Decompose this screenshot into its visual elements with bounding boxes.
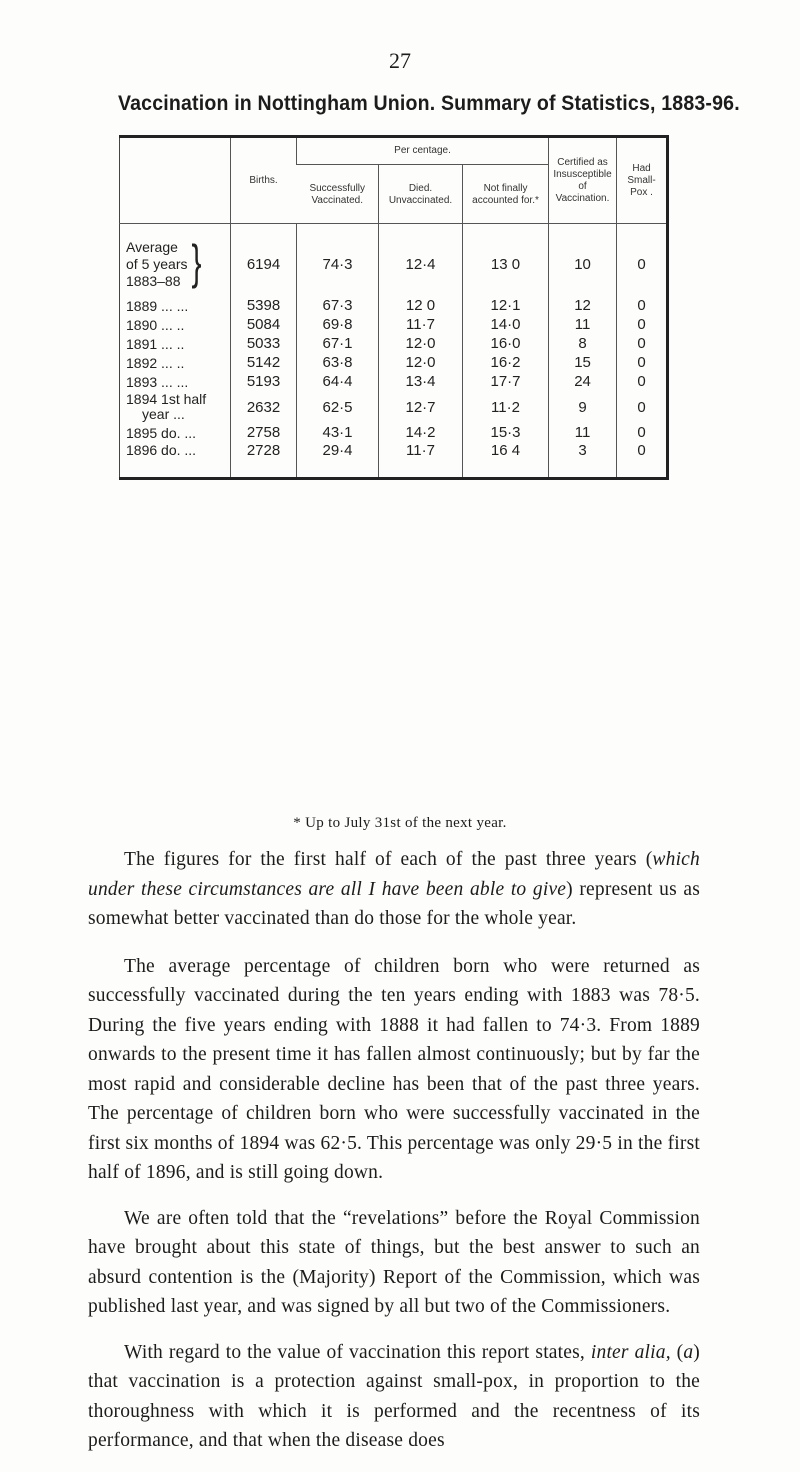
cell-certified: 3 (549, 442, 617, 478)
header-not-finally-accounted: Not finally accounted for.* (463, 165, 549, 224)
table-row-1896 (120, 442, 668, 478)
header-per-centage: Per centage. (297, 137, 549, 165)
row-label: 1889 ... ... (126, 297, 189, 314)
cell-births: 5084 (231, 315, 297, 334)
paragraph-1-start: The figures for the first half of each of the past three years ( (124, 849, 653, 870)
cell-died: 13·4 (379, 372, 463, 391)
paragraph-3: We are often told that the “revelations” before the Royal Commission have brought about this state of things, but the best answer to such an absurd contention is the (Majority) Report of the Commission, which was published last year, and was signed by all but two of the Commissioners. (88, 1207, 700, 1317)
cell-not-accounted: 16·2 (463, 353, 549, 372)
header-successfully-vaccinated: Successfully Vaccinated. (297, 165, 379, 224)
table-row-1895 (120, 423, 668, 442)
header-births: Births. (231, 137, 297, 224)
header-certified: Certified as Insusceptible of Vaccination. (549, 137, 617, 224)
table-header-row (120, 137, 668, 165)
cell-died: 12·0 (379, 353, 463, 372)
page-title: Vaccination in Nottingham Union. Summary of Statistics, 1883-96. (118, 92, 740, 115)
cell-certified: 24 (549, 372, 617, 391)
row-1894-label-line2: year ... (142, 406, 185, 422)
cell-vaccinated: 69·8 (297, 315, 379, 334)
row-label: 1892 ... .. (126, 354, 185, 371)
page-number: 27 (389, 48, 411, 73)
cell-births: 2758 (231, 423, 297, 442)
paragraph-2: The average percentage of children born who were returned as successfully vaccinated during the ten years ending with 1883 was 78·5. During the five years ending with 1888 it had fallen to 74·3. From 1889 onwards to the present time it has fallen almost continuously; but by far the most rapid and considerable decline has been that of the past three years. The percentage of children born who were successfully vaccinated in the first six months of 1894 was 62·5. This percentage was only 29·5 in the first half of 1896, and is still going down. (88, 955, 700, 1183)
body-text (88, 845, 700, 1472)
statistics-table (119, 135, 669, 480)
cell-died: 12·0 (379, 334, 463, 353)
brace-glyph: } (191, 236, 202, 290)
paragraph-1-end: ) represent us as somewhat better vaccinated than do those for the whole year. (88, 878, 701, 929)
paragraph-4-end: ) that vaccination is a protection against small-pox, in proportion to the thoroughness with which it is performed and the recentness of its performance, and that when the disease does (88, 1341, 700, 1451)
cell-died: 14·2 (379, 423, 463, 442)
table-row (120, 353, 668, 372)
cell-certified: 11 (549, 315, 617, 334)
cell-not-accounted: 15·3 (463, 423, 549, 442)
row-label-average (120, 224, 231, 297)
row-label: 1891 ... .. (126, 335, 185, 352)
cell-small-pox: 0 (617, 296, 668, 315)
cell-certified: 15 (549, 353, 617, 372)
cell-died: 11·7 (379, 315, 463, 334)
cell-vaccinated: 43·1 (297, 423, 379, 442)
cell-small-pox: 0 (617, 334, 668, 353)
paragraph-4-clause-a: a (683, 1341, 694, 1363)
cell-certified: 9 (549, 391, 617, 423)
cell-died: 12·4 (379, 224, 463, 297)
paragraph-4-italic: inter alia, (590, 1341, 671, 1363)
row-label: 1895 do. ... (126, 424, 197, 441)
cell-small-pox: 0 (617, 315, 668, 334)
cell-births: 5398 (231, 296, 297, 315)
cell-small-pox: 0 (617, 391, 668, 423)
cell-vaccinated: 63·8 (297, 353, 379, 372)
cell-not-accounted: 17·7 (463, 372, 549, 391)
cell-small-pox: 0 (617, 372, 668, 391)
cell-died: 11·7 (379, 442, 463, 478)
cell-certified: 11 (549, 423, 617, 442)
table-row (120, 315, 668, 334)
average-label-line1: Average (126, 238, 178, 255)
cell-died: 12·7 (379, 391, 463, 423)
cell-not-accounted: 16·0 (463, 334, 549, 353)
row-label: 1896 do. ... (126, 442, 197, 458)
paragraph-4-start: With regard to the value of vaccination this report states, (124, 1341, 586, 1363)
cell-vaccinated: 62·5 (297, 391, 379, 423)
paragraph-4-paren: ( (676, 1341, 684, 1363)
cell-small-pox: 0 (617, 423, 668, 442)
cell-certified: 10 (549, 224, 617, 297)
row-1894-label-line1: 1894 1st half (126, 391, 207, 407)
cell-not-accounted: 11·2 (463, 391, 549, 423)
statistics-table-container (119, 135, 667, 480)
table-row-1894 (120, 391, 668, 423)
cell-vaccinated: 29·4 (297, 442, 379, 478)
cell-not-accounted: 13 0 (463, 224, 549, 297)
cell-births: 2728 (231, 442, 297, 478)
cell-died: 12 0 (379, 296, 463, 315)
cell-certified: 12 (549, 296, 617, 315)
average-label-line2: of 5 years (126, 255, 188, 272)
paragraph-1 (88, 845, 700, 934)
average-label-line3: 1883–88 (126, 272, 181, 289)
table-row-average (120, 224, 668, 297)
cell-not-accounted: 16 4 (463, 442, 549, 478)
cell-not-accounted: 14·0 (463, 315, 549, 334)
cell-small-pox: 0 (617, 442, 668, 478)
row-label-1894 (120, 391, 231, 423)
cell-births: 5193 (231, 372, 297, 391)
header-died-unvaccinated: Died. Unvaccinated. (379, 165, 463, 224)
cell-certified: 8 (549, 334, 617, 353)
header-year-blank (120, 137, 231, 224)
paragraph-4 (88, 1338, 700, 1456)
cell-small-pox: 0 (617, 353, 668, 372)
cell-vaccinated: 67·1 (297, 334, 379, 353)
cell-small-pox: 0 (617, 224, 668, 297)
cell-vaccinated: 74·3 (297, 224, 379, 297)
paragraph-1-italic: which under these circumstances are all I have been able to give (88, 849, 700, 900)
cell-vaccinated: 67·3 (297, 296, 379, 315)
row-label: 1893 ... ... (126, 373, 189, 390)
header-had-small-pox: Had Small-Pox . (617, 137, 668, 224)
table-row (120, 334, 668, 353)
cell-births: 5142 (231, 353, 297, 372)
cell-births: 5033 (231, 334, 297, 353)
cell-births: 6194 (231, 224, 297, 297)
cell-births: 2632 (231, 391, 297, 423)
table-footnote: * Up to July 31st of the next year. (293, 815, 507, 831)
table-row (120, 296, 668, 315)
table-row (120, 372, 668, 391)
cell-vaccinated: 64·4 (297, 372, 379, 391)
row-label: 1890 ... .. (126, 316, 185, 333)
cell-not-accounted: 12·1 (463, 296, 549, 315)
